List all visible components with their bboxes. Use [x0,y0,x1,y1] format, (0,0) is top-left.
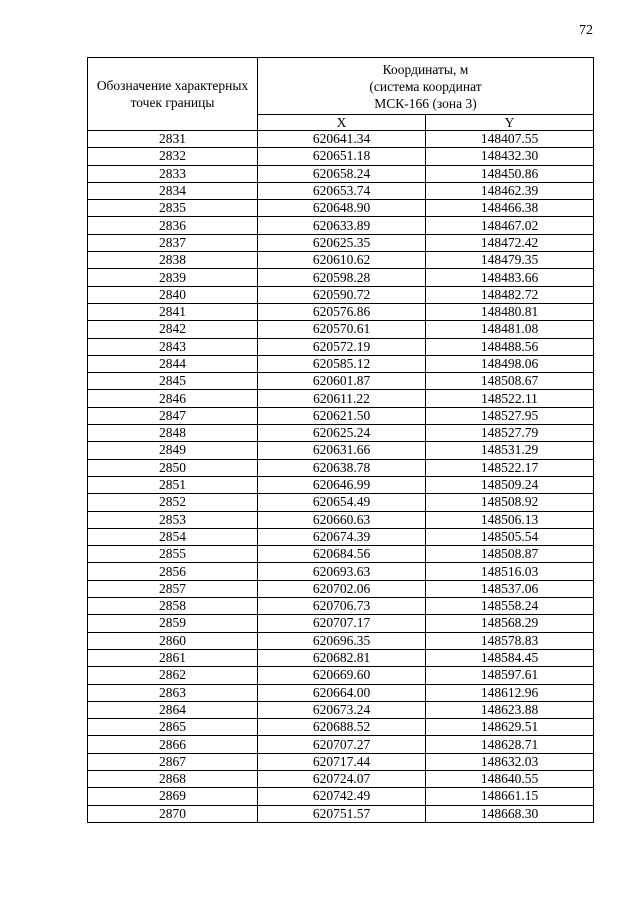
x-coordinate-cell: 620707.17 [258,615,426,632]
table-body [88,131,594,823]
table-row [88,753,594,770]
table-row [88,269,594,286]
x-coordinate-cell: 620648.90 [258,200,426,217]
x-coordinate-cell: 620570.61 [258,321,426,338]
x-coordinate-cell: 620641.34 [258,131,426,148]
y-coordinate-cell: 148623.88 [426,701,594,718]
y-coordinate-cell: 148578.83 [426,632,594,649]
table-row [88,788,594,805]
point-id-cell: 2832 [88,148,258,165]
point-id-cell: 2858 [88,598,258,615]
coordinates-header [258,58,594,115]
table-row [88,148,594,165]
y-coordinate-cell: 148506.13 [426,511,594,528]
point-id-cell: 2845 [88,373,258,390]
table-row [88,234,594,251]
point-id-cell: 2834 [88,182,258,199]
point-id-cell: 2870 [88,805,258,822]
y-coordinate-cell: 148432.30 [426,148,594,165]
point-id-cell: 2833 [88,165,258,182]
point-id-cell: 2865 [88,719,258,736]
x-coordinate-cell: 620658.24 [258,165,426,182]
point-id-cell: 2855 [88,546,258,563]
y-coordinate-cell: 148516.03 [426,563,594,580]
table-row [88,390,594,407]
table-row [88,701,594,718]
y-coordinate-cell: 148508.67 [426,373,594,390]
point-id-cell: 2831 [88,131,258,148]
coordinates-header-line1: Координаты, м [382,62,469,77]
table-row [88,598,594,615]
x-coordinate-cell: 620590.72 [258,286,426,303]
point-id-cell: 2859 [88,615,258,632]
x-coordinate-cell: 620706.73 [258,598,426,615]
y-coordinate-cell: 148568.29 [426,615,594,632]
x-header: X [258,115,426,131]
x-coordinate-cell: 620625.24 [258,425,426,442]
y-coordinate-cell: 148505.54 [426,528,594,545]
point-id-cell: 2843 [88,338,258,355]
y-coordinate-cell: 148537.06 [426,580,594,597]
point-id-cell: 2844 [88,355,258,372]
table-row [88,442,594,459]
x-coordinate-cell: 620625.35 [258,234,426,251]
point-id-cell: 2868 [88,770,258,787]
x-coordinate-cell: 620742.49 [258,788,426,805]
x-coordinate-cell: 620702.06 [258,580,426,597]
table-row [88,805,594,822]
table-row [88,355,594,372]
x-coordinate-cell: 620707.27 [258,736,426,753]
y-coordinate-cell: 148661.15 [426,788,594,805]
table-row [88,563,594,580]
x-coordinate-cell: 620660.63 [258,511,426,528]
y-coordinate-cell: 148472.42 [426,234,594,251]
y-coordinate-cell: 148640.55 [426,770,594,787]
x-coordinate-cell: 620674.39 [258,528,426,545]
x-coordinate-cell: 620610.62 [258,252,426,269]
y-coordinate-cell: 148522.11 [426,390,594,407]
x-coordinate-cell: 620646.99 [258,476,426,493]
point-id-cell: 2852 [88,494,258,511]
table-row [88,303,594,320]
x-coordinate-cell: 620576.86 [258,303,426,320]
table-row [88,511,594,528]
x-coordinate-cell: 620693.63 [258,563,426,580]
point-id-cell: 2867 [88,753,258,770]
y-header: Y [426,115,594,131]
point-id-cell: 2856 [88,563,258,580]
point-id-cell: 2847 [88,407,258,424]
y-coordinate-cell: 148482.72 [426,286,594,303]
point-id-cell: 2846 [88,390,258,407]
coordinates-header-line3: МСК-166 (зона 3) [374,96,477,111]
x-coordinate-cell: 620684.56 [258,546,426,563]
x-coordinate-cell: 620653.74 [258,182,426,199]
x-coordinate-cell: 620631.66 [258,442,426,459]
point-id-cell: 2835 [88,200,258,217]
x-coordinate-cell: 620633.89 [258,217,426,234]
table-row [88,321,594,338]
point-id-cell: 2864 [88,701,258,718]
point-id-cell: 2839 [88,269,258,286]
y-coordinate-cell: 148612.96 [426,684,594,701]
table-row [88,546,594,563]
y-coordinate-cell: 148483.66 [426,269,594,286]
table-row [88,200,594,217]
point-id-cell: 2860 [88,632,258,649]
x-coordinate-cell: 620682.81 [258,649,426,666]
page-number: 72 [579,23,593,38]
table-row [88,182,594,199]
point-id-cell: 2861 [88,649,258,666]
table-row [88,494,594,511]
point-label-header: Обозначение характерных точек границы [88,58,258,131]
x-coordinate-cell: 620598.28 [258,269,426,286]
point-id-cell: 2851 [88,476,258,493]
y-coordinate-cell: 148498.06 [426,355,594,372]
point-id-cell: 2848 [88,425,258,442]
point-id-cell: 2838 [88,252,258,269]
table-row [88,459,594,476]
coordinates-header-line2: (система координат [369,79,482,94]
x-coordinate-cell: 620688.52 [258,719,426,736]
y-coordinate-cell: 148466.38 [426,200,594,217]
y-coordinate-cell: 148467.02 [426,217,594,234]
point-id-cell: 2862 [88,667,258,684]
y-coordinate-cell: 148668.30 [426,805,594,822]
point-id-cell: 2854 [88,528,258,545]
point-id-cell: 2837 [88,234,258,251]
point-id-cell: 2842 [88,321,258,338]
point-id-cell: 2863 [88,684,258,701]
table-row [88,476,594,493]
y-coordinate-cell: 148488.56 [426,338,594,355]
y-coordinate-cell: 148407.55 [426,131,594,148]
y-coordinate-cell: 148480.81 [426,303,594,320]
table-row [88,165,594,182]
y-coordinate-cell: 148584.45 [426,649,594,666]
table-row [88,667,594,684]
table-row [88,131,594,148]
table-row [88,615,594,632]
table-row [88,286,594,303]
table-row [88,684,594,701]
x-coordinate-cell: 620611.22 [258,390,426,407]
y-coordinate-cell: 148450.86 [426,165,594,182]
table-row [88,719,594,736]
x-coordinate-cell: 620585.12 [258,355,426,372]
point-id-cell: 2866 [88,736,258,753]
table-row [88,338,594,355]
table-row [88,425,594,442]
x-coordinate-cell: 620572.19 [258,338,426,355]
x-coordinate-cell: 620651.18 [258,148,426,165]
point-id-cell: 2853 [88,511,258,528]
y-coordinate-cell: 148508.87 [426,546,594,563]
point-id-cell: 2849 [88,442,258,459]
table-header-row [88,58,594,115]
x-coordinate-cell: 620669.60 [258,667,426,684]
table-row [88,649,594,666]
y-coordinate-cell: 148527.95 [426,407,594,424]
y-coordinate-cell: 148481.08 [426,321,594,338]
y-coordinate-cell: 148628.71 [426,736,594,753]
table-row [88,252,594,269]
table-row [88,407,594,424]
x-coordinate-cell: 620638.78 [258,459,426,476]
x-coordinate-cell: 620664.00 [258,684,426,701]
point-id-cell: 2869 [88,788,258,805]
x-coordinate-cell: 620717.44 [258,753,426,770]
point-id-cell: 2850 [88,459,258,476]
x-coordinate-cell: 620654.49 [258,494,426,511]
table-row [88,528,594,545]
x-coordinate-cell: 620751.57 [258,805,426,822]
y-coordinate-cell: 148527.79 [426,425,594,442]
y-coordinate-cell: 148509.24 [426,476,594,493]
table-row [88,770,594,787]
x-coordinate-cell: 620601.87 [258,373,426,390]
point-id-cell: 2841 [88,303,258,320]
y-coordinate-cell: 148522.17 [426,459,594,476]
table-row [88,632,594,649]
y-coordinate-cell: 148479.35 [426,252,594,269]
x-coordinate-cell: 620673.24 [258,701,426,718]
y-coordinate-cell: 148558.24 [426,598,594,615]
y-coordinate-cell: 148462.39 [426,182,594,199]
table-row [88,736,594,753]
point-id-cell: 2840 [88,286,258,303]
y-coordinate-cell: 148632.03 [426,753,594,770]
x-coordinate-cell: 620696.35 [258,632,426,649]
point-id-cell: 2857 [88,580,258,597]
table-row [88,217,594,234]
y-coordinate-cell: 148508.92 [426,494,594,511]
y-coordinate-cell: 148597.61 [426,667,594,684]
y-coordinate-cell: 148531.29 [426,442,594,459]
coordinates-table [87,57,594,823]
table-row [88,373,594,390]
point-id-cell: 2836 [88,217,258,234]
y-coordinate-cell: 148629.51 [426,719,594,736]
table-row [88,580,594,597]
x-coordinate-cell: 620724.07 [258,770,426,787]
x-coordinate-cell: 620621.50 [258,407,426,424]
